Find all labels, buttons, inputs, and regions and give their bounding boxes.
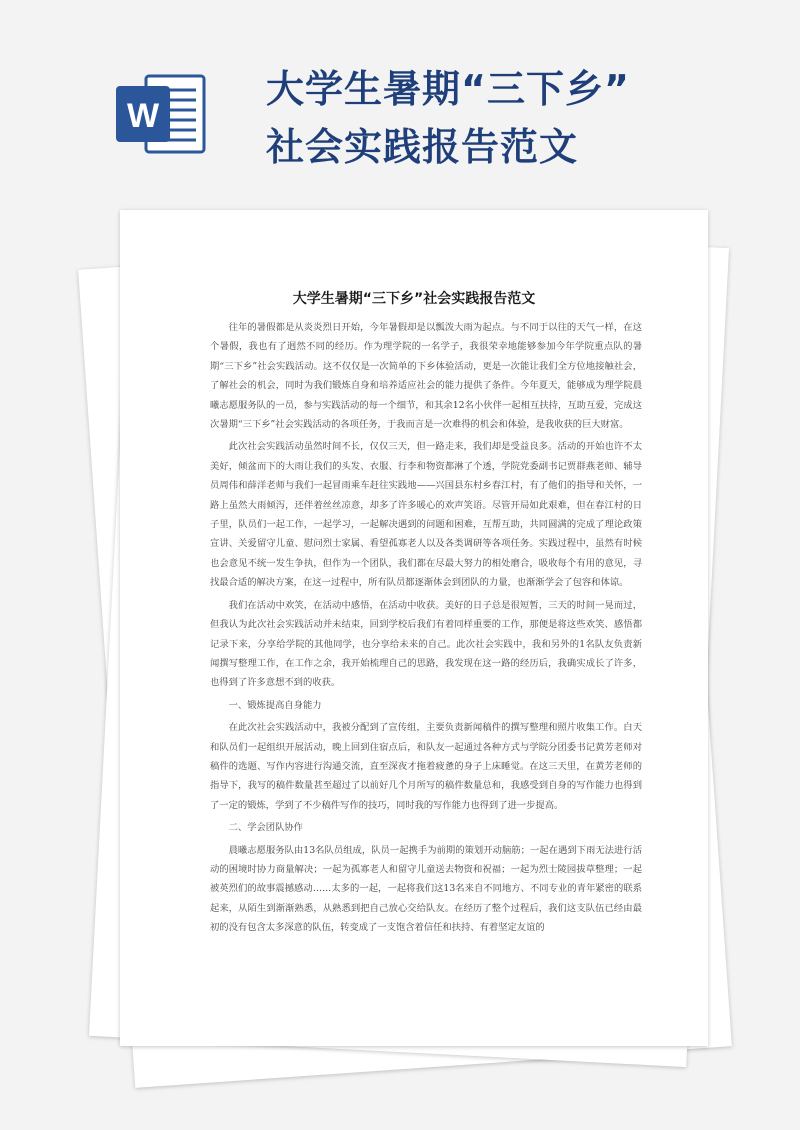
document-body xyxy=(210,318,642,941)
document-title-line2: 社会实践报告范文 xyxy=(266,125,579,169)
word-letter: W xyxy=(126,97,160,135)
page-heading: 大学生暑期“三下乡”社会实践报告范文 xyxy=(292,291,536,307)
section-heading: 一、锻炼提高自身能力 xyxy=(228,699,322,711)
paper-stack xyxy=(100,210,720,1090)
document-title-line1: 大学生暑期“三下乡” xyxy=(266,67,630,111)
paragraph: 往年的暑假都是从炎炎烈日开始，今年暑假却是以瓢泼大雨为起点。与不同于以往的天气一样，在这个暑假，我也有了迥然不同的经历。作为理学院的一名学子，我很荣幸地能够参加今年学院重点队的暑期“三下乡”社会实践活动。这不仅仅是一次简单的下乡体验活动，更是一次能让我们全方位地接触社会，了解社会的机会，同时为我们锻炼自身和培养适应社会的能力提供了条件。今年夏天，能够成为理学院晨曦志愿服务队的一员，参与实践活动的每一个细节，和其余12名小伙伴一起相互扶持，互助互爱，完成这次暑期“三下乡”社会实践活动的各项任务，于我而言是一次难得的机会和体验，是我收获的巨大财富。 xyxy=(210,322,642,431)
section-heading: 二、学会团队协作 xyxy=(228,822,303,834)
document-title xyxy=(266,60,766,176)
header xyxy=(0,0,800,210)
word-document-icon xyxy=(112,66,208,162)
document-page xyxy=(120,210,708,1046)
paragraph: 晨曦志愿服务队由13名队员组成，队员一起携手为前期的策划开动脑筋；一起在遇到下雨无法进行活动的困境时协力商量解决；一起为孤寡老人和留守儿童送去物资和祝福；一起为烈士陵园拔草整理；一起被英烈们的故事震撼感动……太多的一起，一起将我们这13名来自不同地方、不同专业的青年紧密的联系起来，从陌生到渐渐熟悉，从熟悉到把自己放心交给队友。在经历了整个过程后，我们这支队伍已经由最初的没有包含太多深意的队伍，转变成了一支饱含着信任和扶持、有着坚定友谊的 xyxy=(210,844,642,934)
paragraph: 此次社会实践活动虽然时间不长，仅仅三天，但一路走来，我们却是受益良多。活动的开始也许不太美好，倾盆而下的大雨让我们的头发、衣服、行李和物资都淋了个透，学院党委副书记贾群燕老师、辅导员周伟和薛洋老师与我们一起冒雨乘车赶往实践地——兴国县东村乡春江村，有了他们的指导和关怀，一路上虽然大雨倾泻，还伴着丝丝凉意，却多了许多暖心的欢声笑语。尽管开局如此艰难，但在春江村的日子里，队员们一起工作，一起学习，一起解决遇到的问题和困难，互帮互助，共同圆满的完成了理论政策宣讲、关爱留守儿童、慰问烈士家属、看望孤寡老人以及各类调研等各项任务。实践过程中，虽然有时候也会意见不统一发生争执，但作为一个团队，我们都在尽最大努力的相处磨合，吸收每个有用的意见，寻找最合适的解决方案，在这一过程中，所有队员都逐渐体会到团队的力量，也渐渐学会了包容和体谅。 xyxy=(210,441,642,589)
paragraph: 我们在活动中欢笑，在活动中感悟，在活动中收获。美好的日子总是很短暂，三天的时间一晃而过，但我认为此次社会实践活动并未结束，回到学校后我们有着同样重要的工作，那便是将这些欢笑、感悟都记录下来，分享给学院的其他同学，也分享给未来的自己。此次社会实践中，我和另外的1名队友负责新闻撰写整理工作，在工作之余，我开始梳理自己的思路，我发现在这一路的经历后，我确实成长了许多，也得到了许多意想不到的收获。 xyxy=(210,599,642,689)
paragraph: 在此次社会实践活动中，我被分配到了宣传组，主要负责新闻稿件的撰写整理和照片收集工作。白天和队员们一起组织开展活动，晚上回到住宿点后，和队友一起通过各种方式与学院分团委书记黄芳老师对稿件的选题、写作内容进行沟通交流，直至深夜才拖着疲惫的身子上床睡觉。在这三天里，在黄芳老师的指导下，我写的稿件数量甚至超过了以前好几个月所写的稿件数量总和，我感受到自身的写作能力也得到了一定的锻炼，学到了不少稿件写作的技巧，同时我的写作能力也得到了进一步提高。 xyxy=(210,722,642,811)
